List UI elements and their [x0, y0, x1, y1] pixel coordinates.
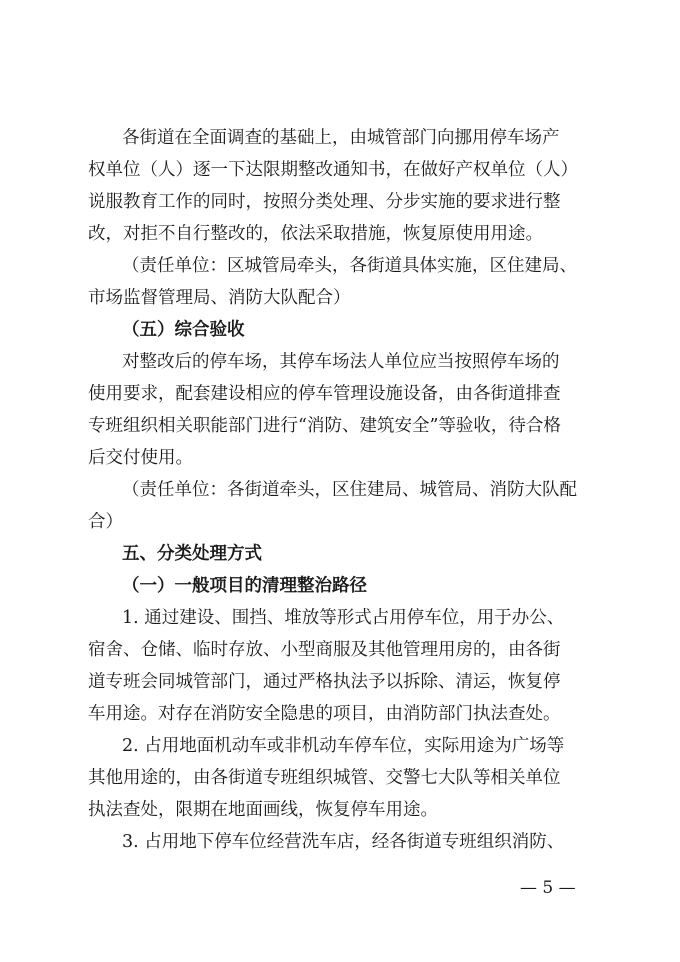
body-line: 后交付使用。: [88, 448, 193, 468]
body-line: 车用途。对存在消防安全隐患的项目，由消防部门执法查处。: [88, 704, 561, 724]
body-line: 对整改后的停车场，其停车场法人单位应当按照停车场的: [122, 352, 560, 372]
body-line: 宿舍、仓储、临时存放、小型商服及其他管理用房的，由各街: [88, 640, 561, 660]
body-line: 3. 占用地下停车位经营洗车店，经各街道专班组织消防、: [122, 832, 565, 852]
body-line: 执法查处，限期在地面画线，恢复停车用途。: [88, 800, 438, 820]
body-line: 道专班会同城管部门，通过严格执法予以拆除、清运，恢复停: [88, 672, 561, 692]
body-line: 使用要求，配套建设相应的停车管理设施设备，由各街道排查: [88, 384, 561, 404]
body-line: 说服教育工作的同时，按照分类处理、分步实施的要求进行整: [88, 192, 561, 212]
chapter-heading: 五、分类处理方式: [122, 544, 262, 564]
body-line: 各街道在全面调查的基础上，由城管部门向挪用停车场产: [122, 128, 560, 148]
body-line: 改，对拒不自行整改的，依法采取措施，恢复原使用用途。: [88, 224, 543, 244]
section-heading: （五）综合验收: [122, 320, 245, 340]
responsibility-line: 市场监督管理局、消防大队配合）: [88, 288, 351, 308]
section-heading: （一）一般项目的清理整治路径: [122, 576, 367, 596]
body-line: 其他用途的，由各街道专班组织城管、交警七大队等相关单位: [88, 768, 561, 788]
page-number: — 5 —: [520, 878, 576, 898]
body-line: 专班组织相关职能部门进行“消防、建筑安全”等验收，待合格: [88, 416, 561, 436]
responsibility-line: 合）: [88, 512, 123, 532]
body-line: 2. 占用地面机动车或非机动车停车位，实际用途为广场等: [122, 736, 565, 756]
responsibility-line: （责任单位：区城管局牵头，各街道具体实施，区住建局、: [122, 256, 577, 276]
body-line: 1. 通过建设、围挡、堆放等形式占用停车位，用于办公、: [122, 608, 565, 628]
responsibility-line: （责任单位：各街道牵头，区住建局、城管局、消防大队配: [122, 480, 577, 500]
body-line: 权单位（人）逐一下达限期整改通知书，在做好产权单位（人）: [88, 160, 578, 180]
